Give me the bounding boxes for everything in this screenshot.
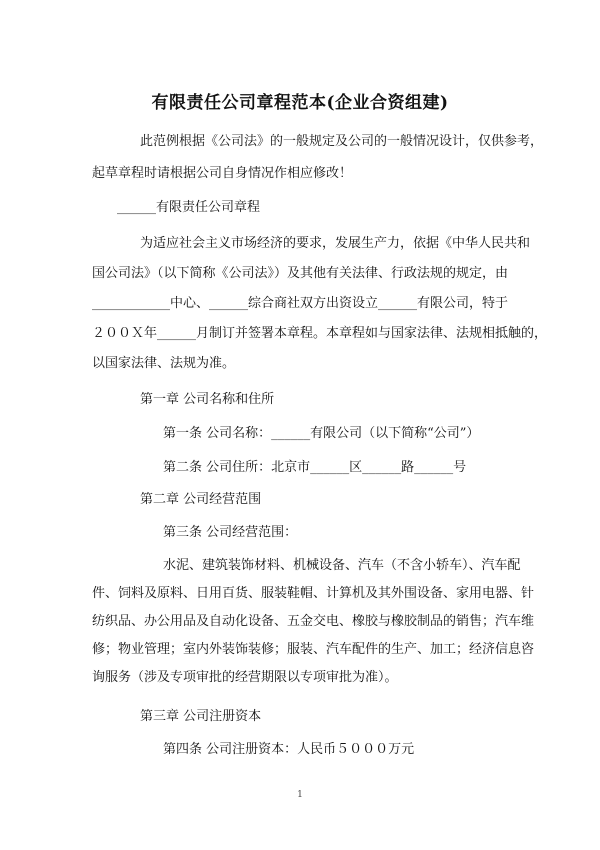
scope-line-2: 件、饲料及原料、日用百货、服装鞋帽、计算机及其外围设备、家用电器、针	[92, 586, 535, 601]
page-number: 1	[297, 790, 303, 800]
preamble-line-2: 国公司法》（以下简称《公司法》）及其他有关法律、行政法规的规定，由	[92, 266, 509, 281]
preamble-line-1: 为适应社会主义市场经济的要求，发展生产力，依据《中华人民共和	[140, 236, 531, 251]
preamble-line-5: 以国家法律、法规为准。	[92, 356, 236, 371]
article-2: 第二条 公司住所：北京市______区______路______号	[163, 460, 467, 475]
article-4: 第四条 公司注册资本：人民币５０００万元	[163, 742, 415, 757]
scope-line-3: 纺织品、办公用品及自动化设备、五金交电、橡胶与橡胶制品的销售；汽车维	[92, 614, 535, 629]
chapter-1-heading: 第一章 公司名称和住所	[140, 392, 275, 407]
charter-title: ______有限责任公司章程	[117, 200, 261, 215]
intro-line-1: 此范例根据《公司法》的一般规定及公司的一般情况设计，仅供参考，	[140, 134, 544, 149]
scope-line-5: 询服务（涉及专项审批的经营期限以专项审批为准）。	[92, 670, 398, 685]
scope-line-4: 修；物业管理；室内外装饰装修；服装、汽车配件的生产、加工；经济信息咨	[92, 642, 535, 657]
article-1: 第一条 公司名称：______有限公司（以下简称“公司”）	[163, 426, 480, 441]
article-3: 第三条 公司经营范围：	[163, 525, 298, 540]
preamble-line-3: ____________中心、______综合商社双方出资设立______有限公司，特于	[92, 296, 509, 311]
scope-line-1: 水泥、建筑装饰材料、机械设备、汽车（不含小轿车）、汽车配	[163, 558, 521, 573]
chapter-2-heading: 第二章 公司经营范围	[140, 492, 262, 507]
chapter-3-heading: 第三章 公司注册资本	[140, 709, 262, 724]
document-title: 有限责任公司章程范本(企业合资组建)	[151, 93, 449, 113]
intro-line-2: 起草章程时请根据公司自身情况作相应修改！	[92, 166, 353, 181]
preamble-line-4: ２００Ｘ年______月制订并签署本章程。本章程如与国家法律、法规相抵触的，	[92, 326, 548, 341]
